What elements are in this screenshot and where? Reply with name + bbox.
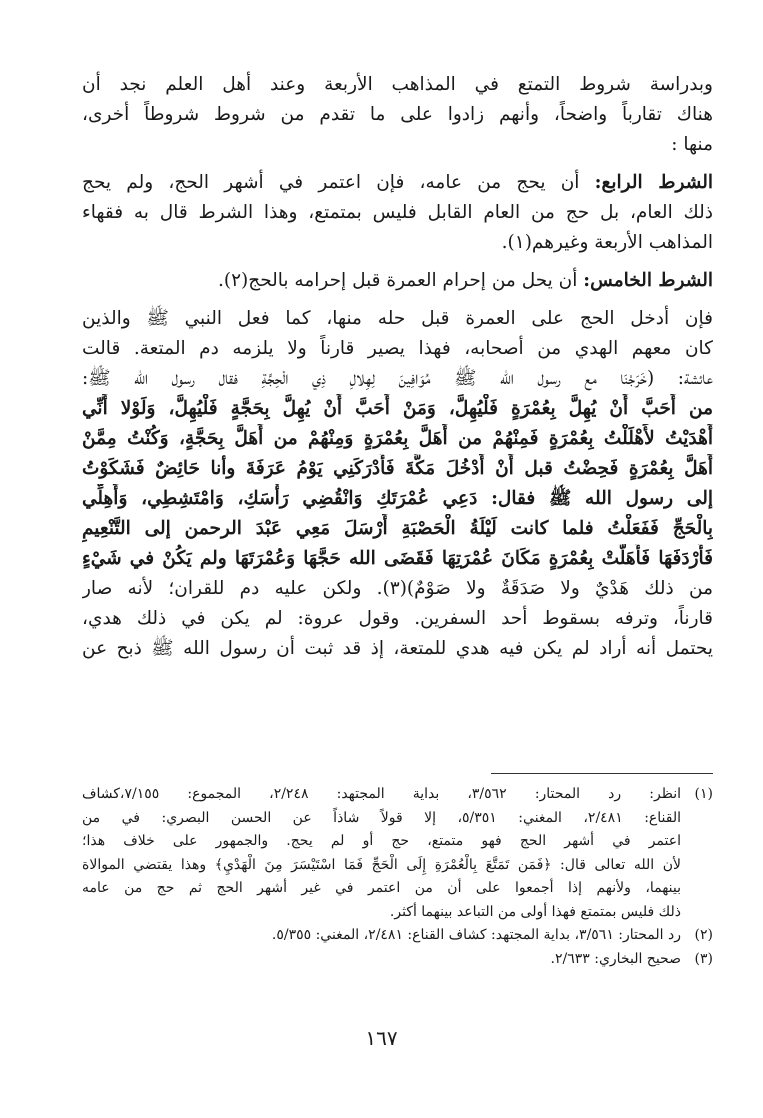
text-line: فإن أدخل الحج على العمرة قبل حله منها، كما فعل النبي ﷺ والذين: [82, 308, 713, 329]
footnote-line: ذلك فليس بمتمتع فهذا أولى من التباعد بينهما أكثر.: [389, 903, 681, 920]
page-number: ١٦٧: [365, 1026, 398, 1050]
footnote-line: اعتمر في أشهر الحج فهو متمتع، حج أو لم يحج. والجمهور على خلاف هذا؛: [82, 833, 681, 849]
condition-heading: الشرط الخامس:: [583, 270, 713, 291]
condition-heading: الشرط الرابع:: [594, 172, 713, 193]
footnote-separator: [491, 773, 713, 774]
text-line: هناك تقارباً واضحاً، وأنهم زادوا على ما تقدم من شروط شروطاً أخرى،: [82, 104, 713, 125]
text-line: منها :: [671, 134, 713, 155]
hadith-line: من أَحَبَّ أَنْ يُهِلَّ بِعُمْرَةٍ فَلْيُهِلَّ، وَمَنْ أَحَبَّ أَنْ يُهِلَّ بِحَجَّةٍ فَلْيُهِلَّ، وَلَوْلا أَنِّي: [82, 398, 713, 419]
main-text: [82, 70, 713, 672]
footnote-line: انظر: رد المحتار: ٣/٥٦٢، بداية المجتهد: ٢/٢٤٨، المجموع: ٧/١٥٥،كشاف: [82, 786, 681, 802]
hadith-line: أَهْدَيْتُ لأَهْلَلْتُ بِعُمْرَةٍ فَمِنْهُمْ من أَهَلَّ بِعُمْرَةٍ وَمِنْهُمْ من أَهَلَّ بِحَجَّةٍ، وَكُنْتُ مِمَّنْ: [82, 428, 713, 449]
paragraph-2: [82, 304, 713, 664]
condition-text: أن يحج من عامه، فإن اعتمر في أشهر الحج، ولم يحج: [82, 172, 595, 193]
footnote-3: [82, 948, 713, 972]
paragraph-1: [82, 70, 713, 160]
text-line: المذاهب الأربعة وغيرهم(١).: [501, 232, 713, 253]
hadith-line: فَأَرْدَفَهَا فَأَهَلَّتْ بِعُمْرَةٍ مَكَانَ عُمْرَتِهَا فَقَضَى الله حَجَّهَا وَعُمْرَتَهَا ولم يَكُنْ في شَيْءٍ: [82, 548, 713, 569]
paragraph-condition-5: [82, 266, 713, 296]
footnote-line: لأن الله تعالى قال: ﴿فَمَن تَمَتَّعَ بِالْعُمْرَةِ إِلَى الْحَجِّ فَمَا اسْتَيْسَرَ مِنَ الْهَدْيِ﴾ وهذا يقتضي الموالاة: [82, 856, 681, 873]
footnote-2: [82, 924, 713, 948]
hadith-line: بِالْحَجِّ فَفَعَلْتُ فلما كانت لَيْلَةُ الْحَصْبَةِ أَرْسَلَ مَعِي عَبْدَ الرحمن إلى التَّنْعِيمِ: [82, 518, 713, 539]
footnote-line: القناع: ٢/٤٨١، المغني: ٥/٣٥١، إلا قولاً شاذاً عن الحسن البصري: في من: [82, 809, 681, 826]
text-line: وبدراسة شروط التمتع في المذاهب الأربعة وعند أهل العلم نجد أن: [82, 74, 713, 95]
footnote-number: (٣): [694, 950, 713, 967]
footnote-line: بينهما، ولأنهم إذا أجمعوا على أن من اعتمر في غير أشهر الحج ثم حج من عامه: [82, 880, 681, 896]
text-line: ذلك العام، بل حج من العام القابل فليس بمتمتع، وهذا الشرط قال به فقهاء: [82, 202, 713, 223]
text-line: قارناً، وترفه بسقوط أحد السفرين. وقول عروة: لم يكن في ذلك هدي،: [82, 608, 713, 629]
hadith-line: أَهَلَّ بِعُمْرَةٍ فَحِضْتُ قبل أَنْ أَدْخُلَ مَكَّةَ فَأَدْرَكَنِي يَوْمُ عَرَفَةَ وأنا حَائِضٌ فَشَكَوْتُ: [82, 458, 713, 479]
footnote-number: (١): [694, 786, 713, 802]
text-line: [82, 168, 713, 198]
text-line: كان معهم الهدي من أصحابه، فهذا يصير قارناً ولا يلزمه دم المتعة. قالت: [82, 338, 713, 359]
condition-text: أن يحل من إحرام العمرة قبل إحرامه بالحج(٢).: [217, 270, 584, 291]
footnote-line: رد المحتار: ٣/٥٦١، بداية المجتهد: كشاف القناع: ٢/٤٨١، المغني: ٥/٣٥٥.: [271, 927, 681, 943]
footnote-1: [82, 783, 713, 924]
text-line: [82, 266, 713, 296]
hadith-line: إلى رسول الله ﷺ فقال: دَعِي عُمْرَتَكِ وَانْقُضِي رَأْسَكِ، وَامْتَشِطِي، وَأَهِلِّي: [82, 488, 713, 509]
text-line: من ذلك هَدْيٌ ولا صَدَقَةٌ ولا صَوْمٌ)(٣). ولكن عليه دم للقران؛ لأنه صار: [82, 578, 713, 599]
footnote-number: (٢): [694, 927, 713, 943]
footnotes: [82, 783, 713, 971]
paragraph-condition-4: [82, 168, 713, 258]
text-line: عائشة: (خَرَجْنَا مع رسول الله ﷺ مُوَافِينَ لِهِلالِ ذِي الْحِجَّةِ فقال رسول الله ﷺ:: [82, 368, 713, 389]
text-line: يحتمل أنه أراد لم يكن فيه هدي للمتعة، إذ قد ثبت أن رسول الله ﷺ ذبح عن: [82, 638, 713, 659]
footnote-line: صحيح البخاري: ٢/٦٣٣.: [550, 950, 681, 967]
